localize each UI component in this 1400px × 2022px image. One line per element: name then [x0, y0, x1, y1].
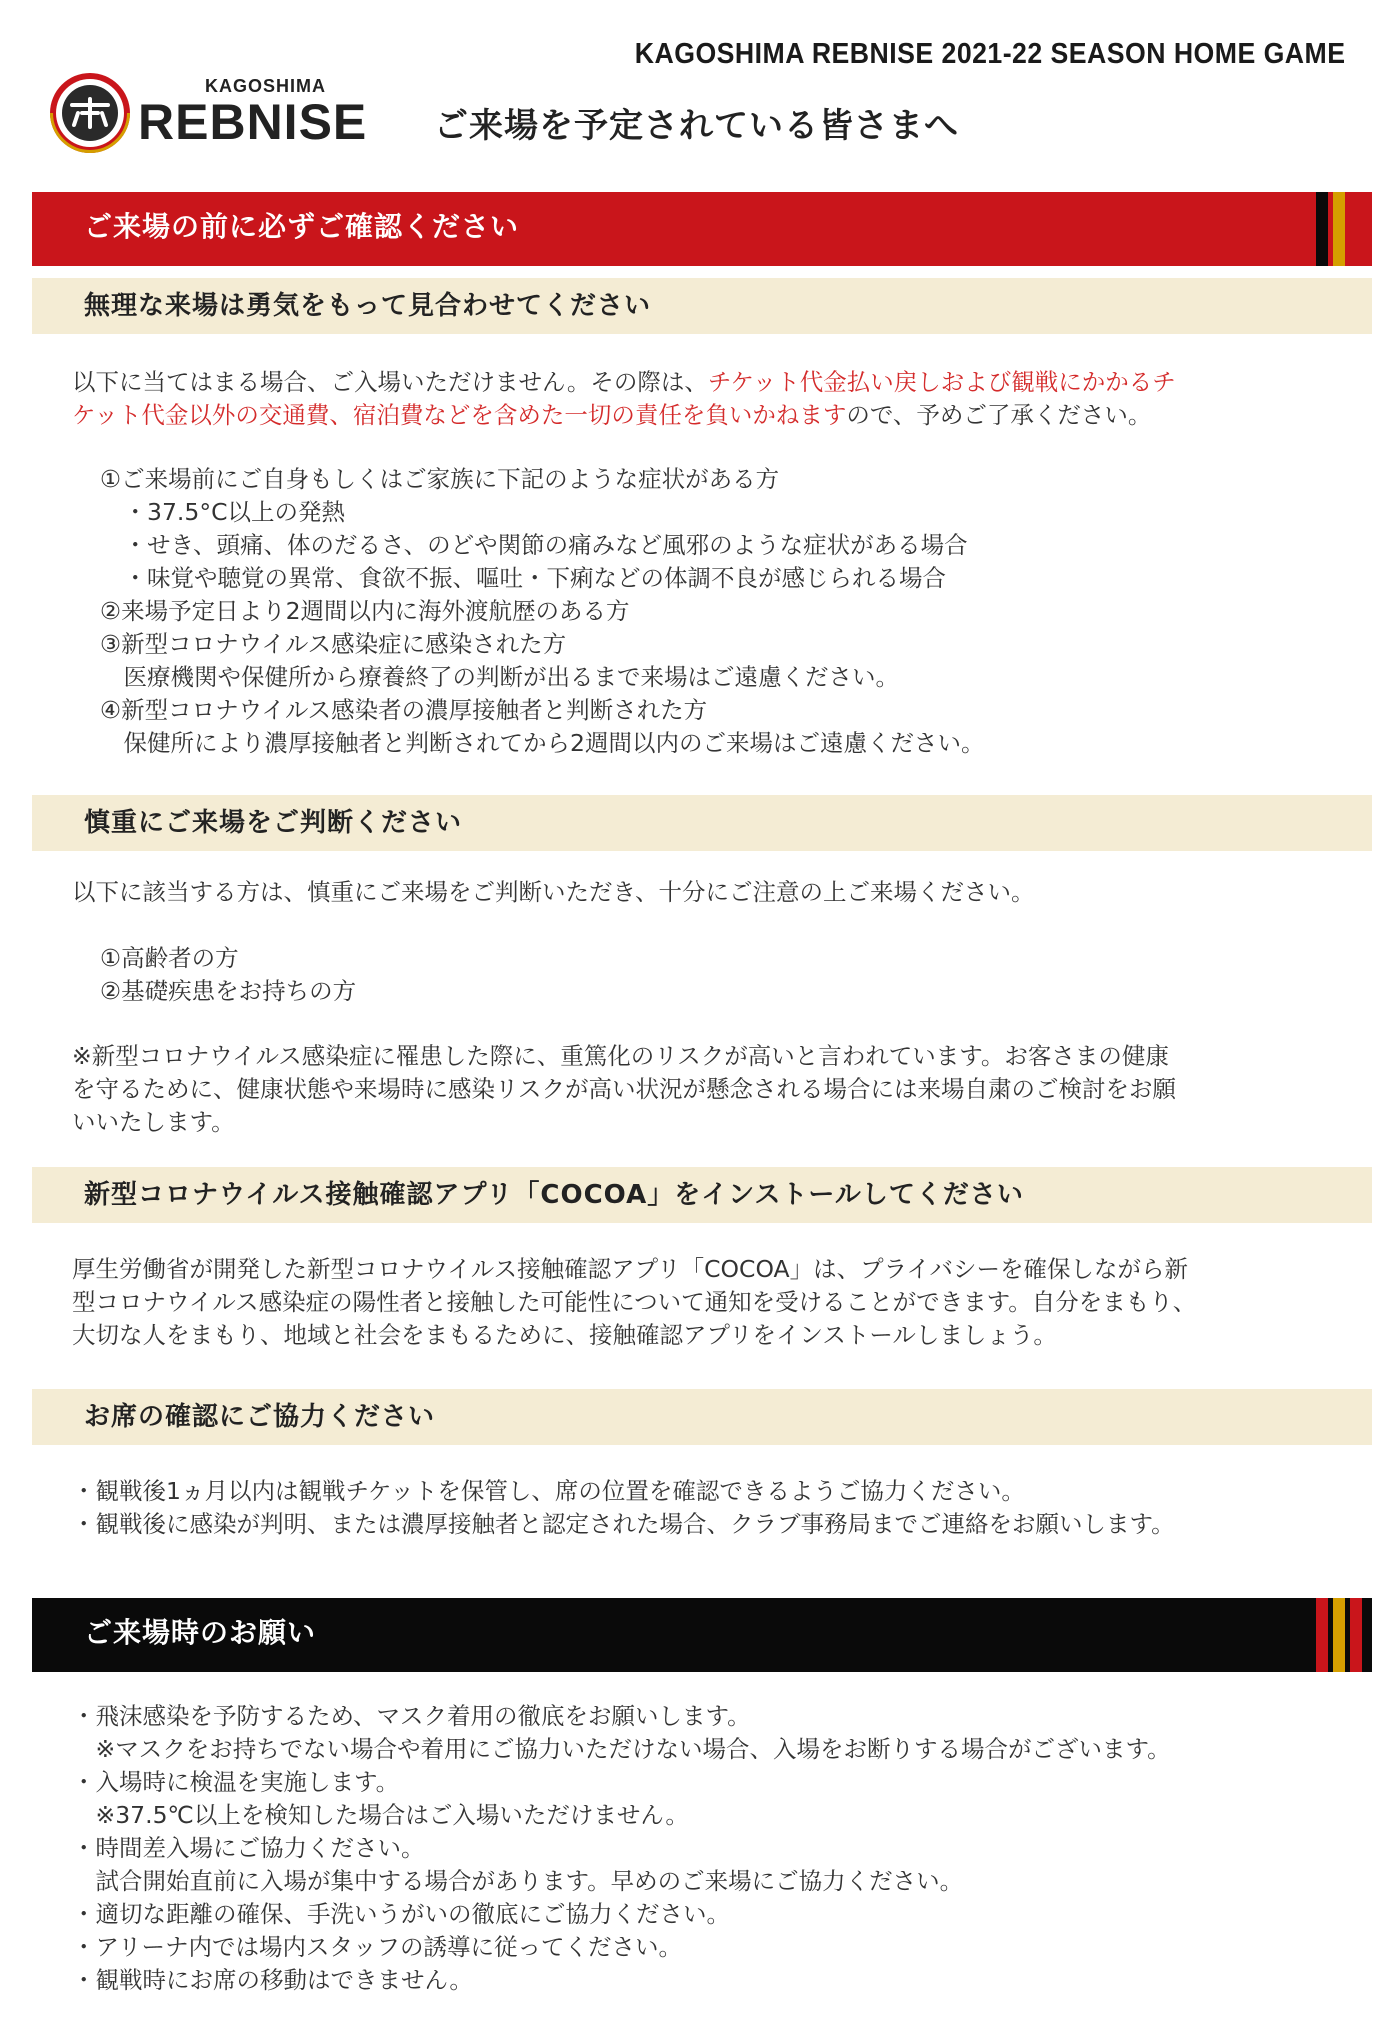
section-band-confirm [32, 192, 1372, 266]
list-item: 保健所により濃厚接触者と判断されてから2週間以内のご来場はご遠慮ください。 [100, 729, 985, 757]
list-item: ・観戦後に感染が判明、または濃厚接触者と認定された場合、クラブ事務局までご連絡をお願いします。 [72, 1510, 1175, 1538]
cocoa-body-line: 大切な人をまもり、地域と社会をまもるために、接触確認アプリをインストールしましょう。 [72, 1321, 1057, 1349]
judge-intro: 以下に該当する方は、慎重にご来場をご判断いただき、十分にご注意の上ご来場ください。 [72, 878, 1035, 906]
season-title: KAGOSHIMA REBNISE 2021-22 SEASON HOME GAME [634, 38, 1345, 70]
subheading-title: 慎重にご来場をご判断ください [84, 808, 463, 838]
list-item: 試合開始直前に入場が集中する場合があります。早めのご来場にご協力ください。 [72, 1867, 964, 1895]
list-item: ※マスクをお持ちでない場合や着用にご協力いただけない場合、入場をお断りする場合がございます。 [72, 1735, 1171, 1763]
list-item: ・アリーナ内では場内スタッフの誘導に従ってください。 [72, 1933, 683, 1961]
list-item: ・せき、頭痛、体のだるさ、のどや関節の痛みなど風邪のような症状がある場合 [100, 531, 968, 559]
page-headline: ご来場を予定されている皆さまへ [434, 106, 959, 146]
list-item: ・飛沫感染を予防するため、マスク着用の徹底をお願いします。 [72, 1702, 751, 1730]
list-item: ④新型コロナウイルス感染者の濃厚接触者と判断された方 [100, 696, 708, 724]
refrain-intro-line1: 以下に当てはまる場合、ご入場いただけません。その際は、チケット代金払い戻しおよび観戦にかかるチ [72, 368, 1176, 396]
cocoa-body-line: 型コロナウイルス感染症の陽性者と接触した可能性について通知を受けることができます。自分をまもり、 [72, 1288, 1197, 1316]
section-band-title: ご来場時のお願い [84, 1616, 317, 1649]
list-item: ・時間差入場にご協力ください。 [72, 1834, 425, 1862]
list-item: ③新型コロナウイルス感染症に感染された方 [100, 630, 567, 658]
team-emblem-icon [50, 73, 130, 153]
list-item: ①ご来場前にご自身もしくはご家族に下記のような症状がある方 [100, 465, 780, 493]
list-item: ・37.5°C以上の発熱 [100, 498, 345, 526]
section-band-visit [32, 1598, 1372, 1672]
subheading-judge [32, 795, 1372, 851]
subheading-cocoa [32, 1167, 1372, 1223]
list-item: ①高齢者の方 [100, 944, 239, 972]
band-stripes [1311, 1598, 1362, 1672]
list-item: ・観戦時にお席の移動はできません。 [72, 1966, 473, 1994]
subheading-title: 新型コロナウイルス接触確認アプリ「COCOA」をインストールしてください [84, 1180, 1024, 1210]
subheading-seat [32, 1389, 1372, 1445]
team-logo [50, 70, 390, 160]
list-item: ②来場予定日より2週間以内に海外渡航歴のある方 [100, 597, 630, 625]
list-item: ・観戦後1ヵ月以内は観戦チケットを保管し、席の位置を確認できるようご協力ください。 [72, 1477, 1025, 1505]
judge-note-line: ※新型コロナウイルス感染症に罹患した際に、重篤化のリスクが高いと言われています。お客さまの健康 [72, 1042, 1169, 1070]
list-item: ・味覚や聴覚の異常、食欲不振、嘔吐・下痢などの体調不良が感じられる場合 [100, 564, 946, 592]
section-band-title: ご来場の前に必ずご確認ください [84, 210, 520, 243]
subheading-title: 無理な来場は勇気をもって見合わせてください [84, 291, 652, 321]
logo-team-text: REBNISE [138, 94, 368, 150]
cocoa-body-line: 厚生労働省が開発した新型コロナウイルス接触確認アプリ「COCOA」は、プライバシーを確保しながら新 [72, 1255, 1188, 1283]
judge-note-line: を守るために、健康状態や来場時に感染リスクが高い状況が懸念される場合には来場自粛のご検討をお願 [72, 1075, 1177, 1103]
logo-city-text: KAGOSHIMA [205, 76, 326, 96]
list-item: ・入場時に検温を実施します。 [72, 1768, 400, 1796]
refrain-intro-line2: ケット代金以外の交通費、宿泊費などを含めた一切の責任を負いかねますので、予めご了承ください。 [72, 401, 1152, 429]
list-item: ・適切な距離の確保、手洗いうがいの徹底にご協力ください。 [72, 1900, 730, 1928]
subheading-refrain [32, 278, 1372, 334]
list-item: ②基礎疾患をお持ちの方 [100, 977, 357, 1005]
subheading-title: お席の確認にご協力ください [84, 1402, 436, 1432]
judge-note-line: いいたします。 [72, 1108, 235, 1136]
list-item: 医療機関や保健所から療養終了の判断が出るまで来場はご遠慮ください。 [100, 663, 899, 691]
band-stripes [1311, 192, 1362, 266]
list-item: ※37.5℃以上を検知した場合はご入場いただけません。 [72, 1801, 689, 1829]
